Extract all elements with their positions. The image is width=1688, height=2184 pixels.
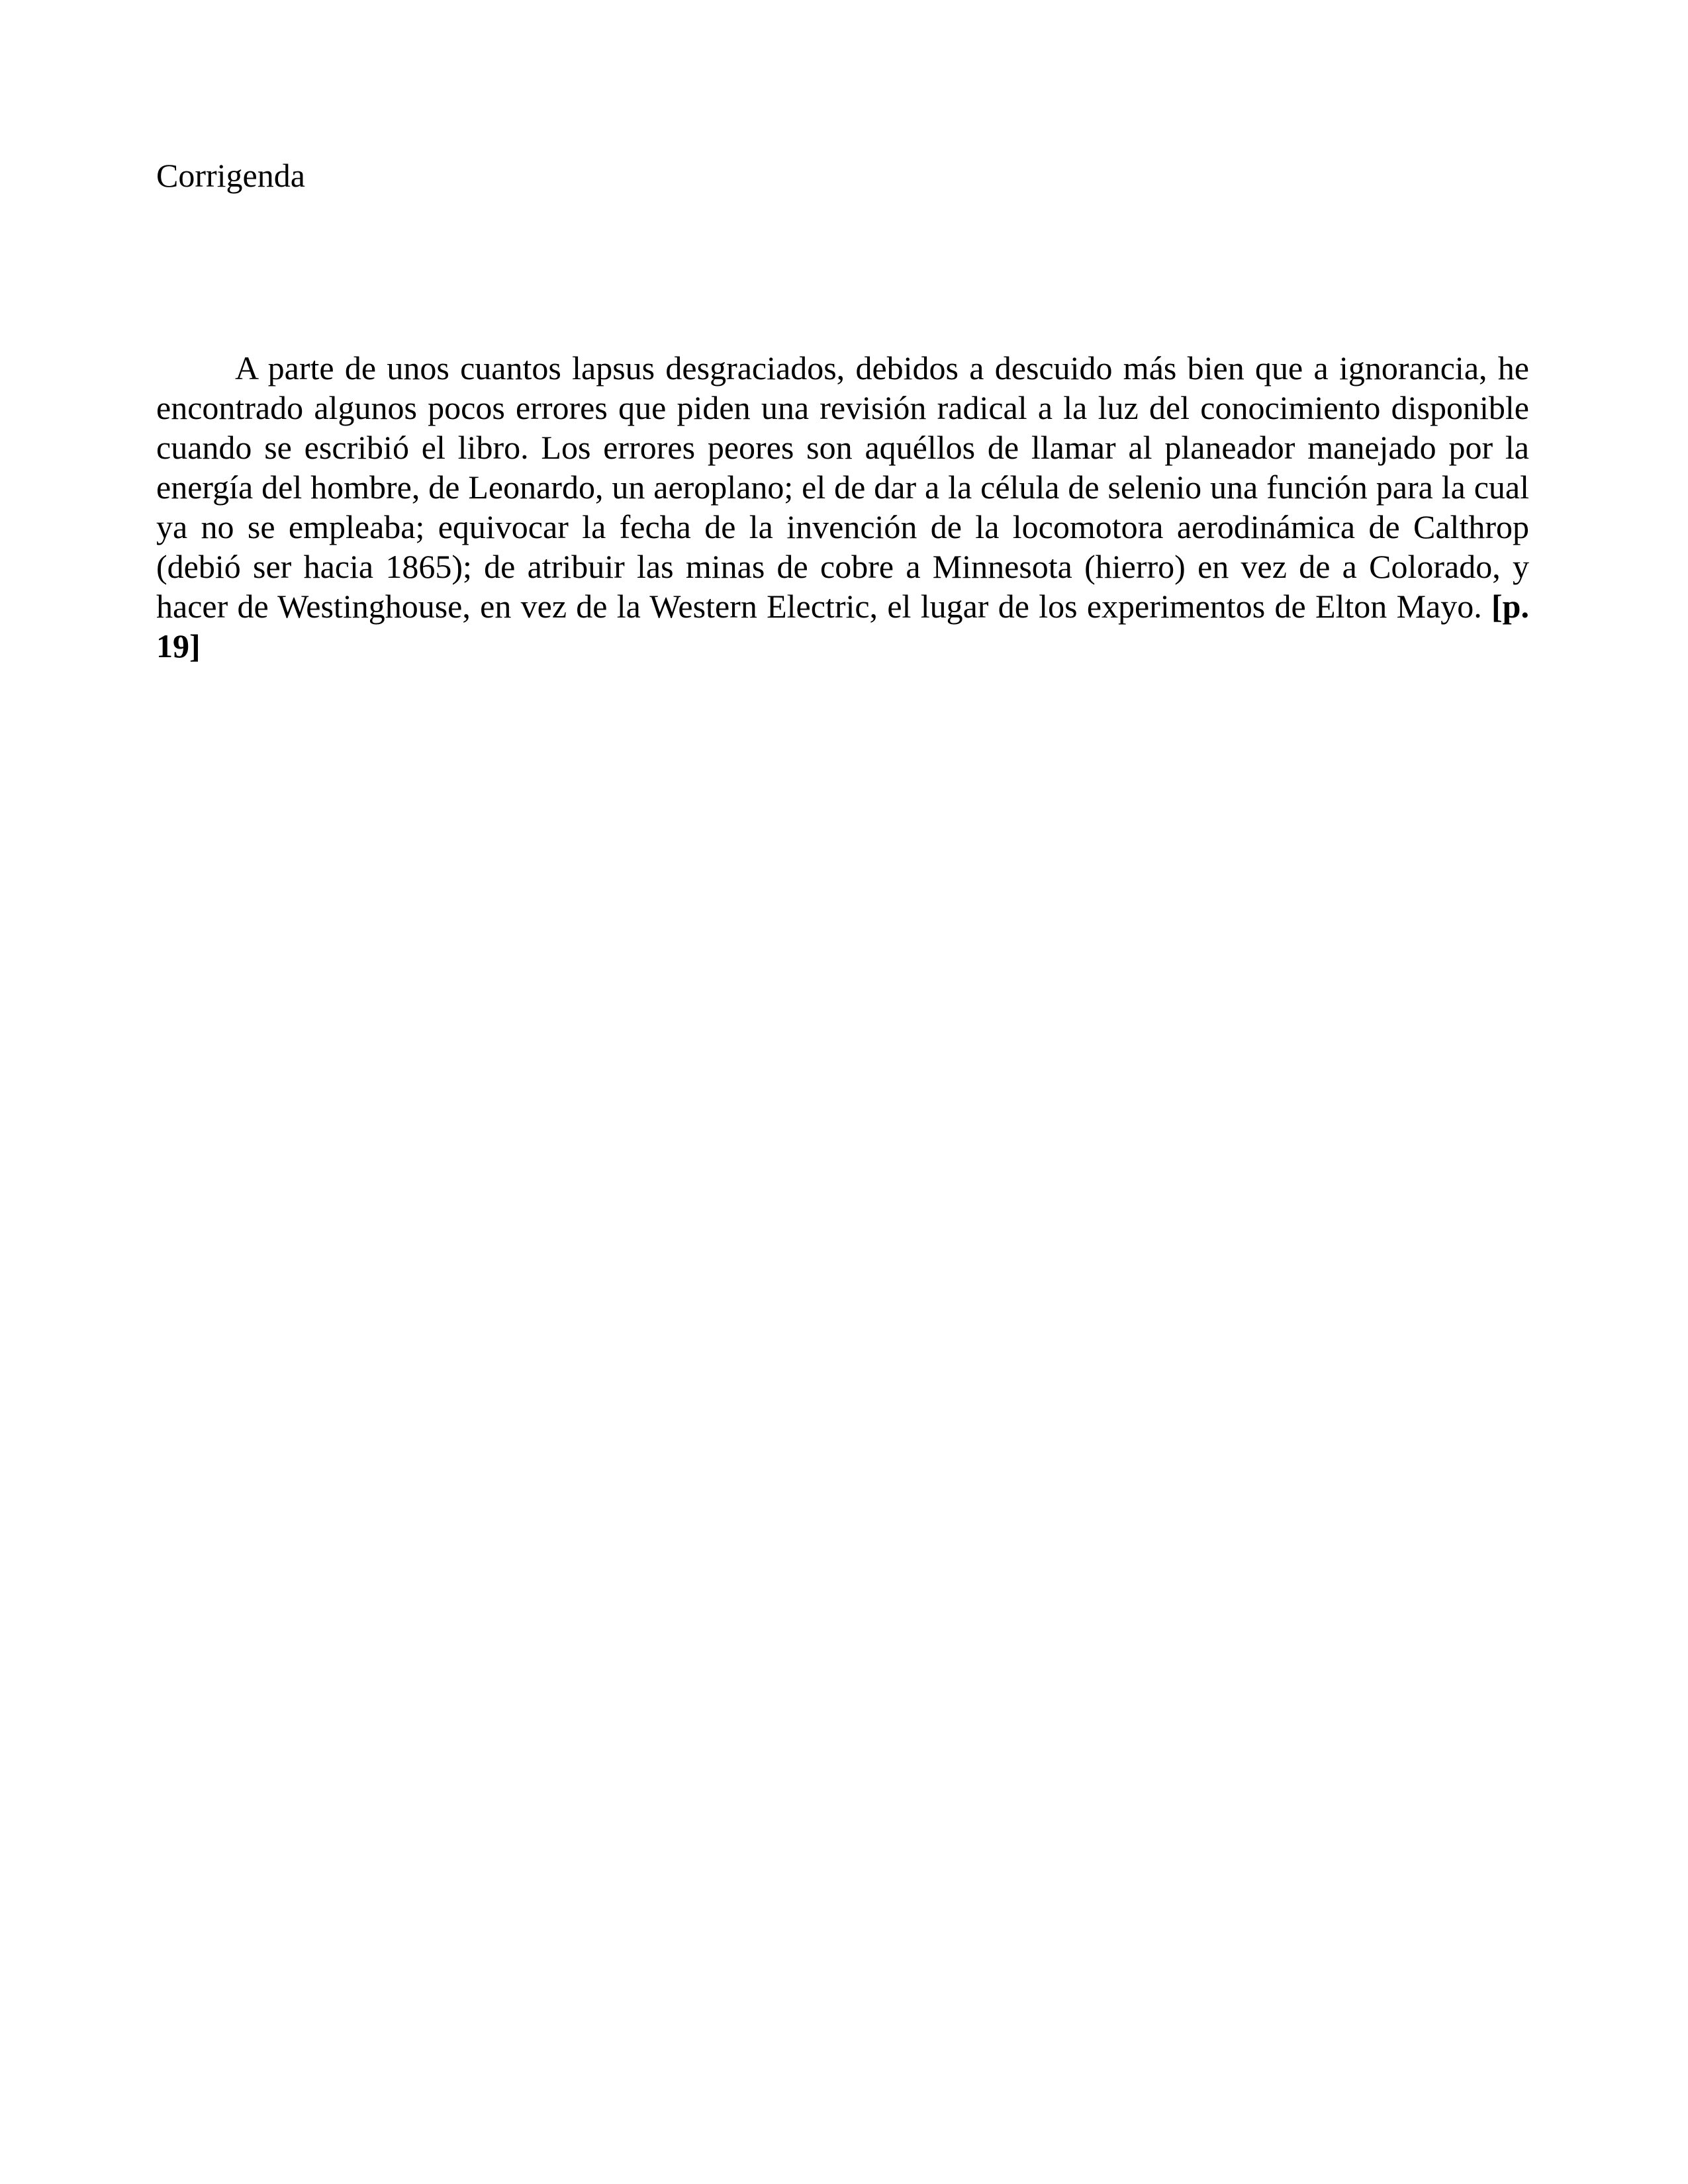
paragraph-text: A parte de unos cuantos lapsus desgraciados, debidos a descuido más bien que a ignorancia, he encontrado algunos pocos errores que piden una revisión radical a la luz del conocimiento disponible cuando se escribió el libro. Los errores peores son aquéllos de llamar al planeador manejado por la energía del hombre, de Leonardo, un aeroplano; el de dar a la célula de selenio una función para la cual ya no se empleaba; equivocar la fecha de la invención de la locomotora aerodinámica de Calthrop (debió ser hacia 1865); de atribuir las minas de cobre a Minnesota (hierro) en vez de a Colorado, y hacer de Westinghouse, en vez de la Western Electric, el lugar de los experimentos de Elton Mayo. [156, 349, 1529, 625]
page-number-marker: [p. 19] [156, 588, 1529, 664]
page-title: Corrigenda [156, 157, 305, 194]
body-paragraph [156, 348, 1529, 666]
